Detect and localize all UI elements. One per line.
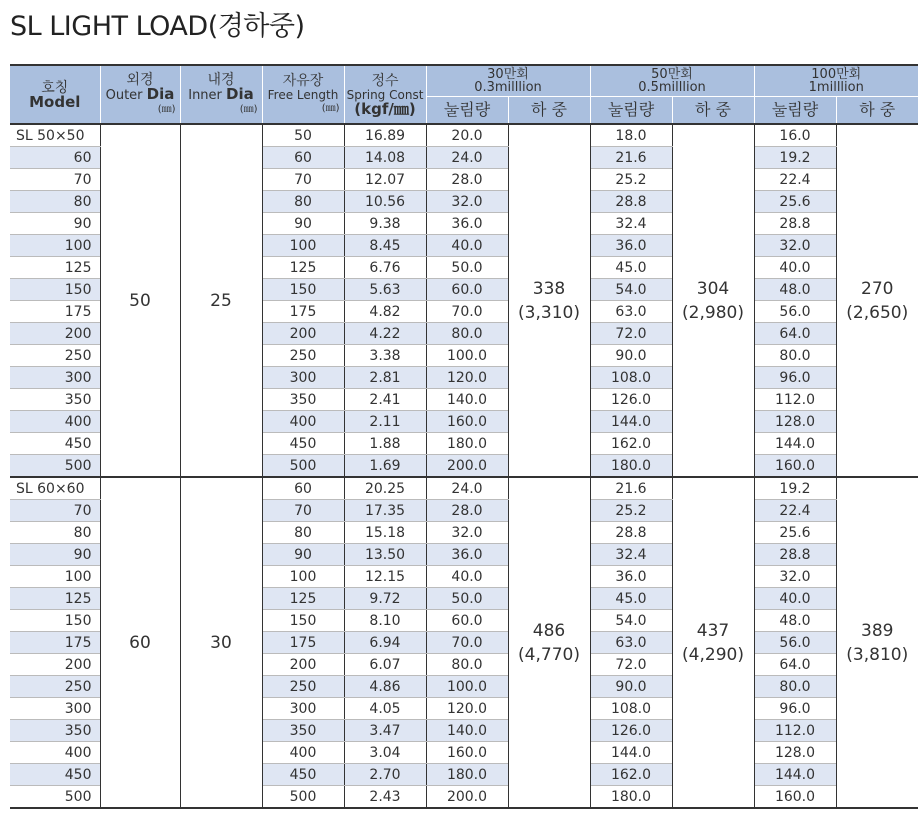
deflection-1-cell: 22.4 [754,169,836,191]
deflection-05-cell: 180.0 [590,455,672,478]
deflection-03-cell: 120.0 [426,367,508,389]
model-cell: 400 [10,742,100,764]
model-cell: 500 [10,455,100,478]
deflection-1-cell: 28.8 [754,544,836,566]
deflection-1-cell: 25.6 [754,522,836,544]
deflection-05-cell: 90.0 [590,676,672,698]
deflection-03-cell: 100.0 [426,345,508,367]
model-cell: 500 [10,786,100,809]
load-03-cell [508,124,590,477]
spring-const-cell: 8.10 [344,610,426,632]
spring-const-cell: 4.05 [344,698,426,720]
load-1-cell [836,124,918,477]
load-05-cell [672,477,754,808]
spring-const-cell: 12.07 [344,169,426,191]
outer-dia-cell: 60 [100,477,180,808]
model-cell: 300 [10,698,100,720]
deflection-03-cell: 32.0 [426,191,508,213]
header-load-03: 하 중 [508,97,590,125]
free-length-cell: 90 [262,213,344,235]
spring-const-cell: 1.69 [344,455,426,478]
deflection-03-cell: 160.0 [426,411,508,433]
header-outer-dia: 외경 Outer Dia (㎜) [100,65,180,124]
header-model: 호칭 Model [10,65,100,124]
spring-const-cell: 4.82 [344,301,426,323]
deflection-05-cell: 21.6 [590,147,672,169]
model-cell: 200 [10,323,100,345]
free-length-cell: 90 [262,544,344,566]
model-cell: 250 [10,676,100,698]
deflection-05-cell: 72.0 [590,323,672,345]
free-length-cell: 50 [262,124,344,147]
load-1-cell [836,477,918,808]
free-length-cell: 125 [262,588,344,610]
deflection-05-cell: 36.0 [590,235,672,257]
deflection-1-cell: 22.4 [754,500,836,522]
model-cell: 70 [10,500,100,522]
load-value: 338 [532,278,566,299]
spring-const-cell: 15.18 [344,522,426,544]
deflection-1-cell: 112.0 [754,389,836,411]
deflection-05-cell: 108.0 [590,367,672,389]
free-length-cell: 200 [262,323,344,345]
spring-const-cell: 6.07 [344,654,426,676]
deflection-1-cell: 64.0 [754,654,836,676]
deflection-1-cell: 128.0 [754,742,836,764]
inner-dia-cell: 30 [180,477,262,808]
deflection-05-cell: 126.0 [590,720,672,742]
free-length-cell: 60 [262,477,344,500]
header-inner-dia: 내경 Inner Dia (㎜) [180,65,262,124]
free-length-cell: 250 [262,345,344,367]
deflection-03-cell: 200.0 [426,786,508,809]
model-cell: 90 [10,213,100,235]
model-cell: 175 [10,301,100,323]
header-spring-const: 정수 Spring Const (kgf/㎜) [344,65,426,124]
model-cell: 400 [10,411,100,433]
inner-dia-cell: 25 [180,124,262,477]
deflection-03-cell: 180.0 [426,764,508,786]
free-length-cell: 100 [262,235,344,257]
load-value-n: (4,770) [518,644,580,665]
deflection-03-cell: 80.0 [426,654,508,676]
deflection-05-cell: 54.0 [590,610,672,632]
spring-const-cell: 17.35 [344,500,426,522]
deflection-03-cell: 80.0 [426,323,508,345]
free-length-cell: 80 [262,522,344,544]
deflection-1-cell: 80.0 [754,345,836,367]
spring-const-cell: 3.47 [344,720,426,742]
spring-const-cell: 2.43 [344,786,426,809]
load-value: 389 [861,620,894,641]
deflection-03-cell: 140.0 [426,389,508,411]
deflection-1-cell: 96.0 [754,698,836,720]
spring-const-cell: 6.94 [344,632,426,654]
model-cell: 175 [10,632,100,654]
deflection-03-cell: 200.0 [426,455,508,478]
spring-const-cell: 2.81 [344,367,426,389]
free-length-cell: 250 [262,676,344,698]
model-cell: 250 [10,345,100,367]
model-cell: 100 [10,566,100,588]
deflection-1-cell: 19.2 [754,477,836,500]
spring-const-cell: 9.72 [344,588,426,610]
load-value-n: (2,980) [682,302,744,323]
spring-const-cell: 10.56 [344,191,426,213]
free-length-cell: 500 [262,786,344,809]
deflection-1-cell: 144.0 [754,433,836,455]
header-load-05: 하 중 [672,97,754,125]
spring-const-cell: 4.86 [344,676,426,698]
spring-const-cell: 1.88 [344,433,426,455]
load-03-cell [508,477,590,808]
deflection-1-cell: 32.0 [754,566,836,588]
model-cell: SL 50×50 [10,124,100,147]
spring-const-cell: 20.25 [344,477,426,500]
deflection-05-cell: 72.0 [590,654,672,676]
deflection-05-cell: 45.0 [590,257,672,279]
deflection-1-cell: 40.0 [754,588,836,610]
model-cell: 125 [10,588,100,610]
deflection-1-cell: 40.0 [754,257,836,279]
free-length-cell: 300 [262,698,344,720]
table-row [10,124,918,147]
model-cell: 90 [10,544,100,566]
deflection-1-cell: 48.0 [754,279,836,301]
deflection-1-cell: 80.0 [754,676,836,698]
deflection-1-cell: 48.0 [754,610,836,632]
deflection-05-cell: 45.0 [590,588,672,610]
model-cell: 200 [10,654,100,676]
load-value-n: (4,290) [682,644,744,665]
table-row [10,477,918,500]
free-length-cell: 350 [262,720,344,742]
free-length-cell: 500 [262,455,344,478]
deflection-05-cell: 144.0 [590,742,672,764]
load-value: 486 [532,620,566,641]
deflection-03-cell: 36.0 [426,213,508,235]
load-value: 270 [861,278,894,299]
deflection-03-cell: 24.0 [426,477,508,500]
deflection-05-cell: 63.0 [590,301,672,323]
deflection-1-cell: 160.0 [754,786,836,809]
deflection-05-cell: 36.0 [590,566,672,588]
deflection-1-cell: 160.0 [754,455,836,478]
spring-const-cell: 2.11 [344,411,426,433]
deflection-03-cell: 50.0 [426,257,508,279]
outer-dia-cell: 50 [100,124,180,477]
deflection-1-cell: 19.2 [754,147,836,169]
free-length-cell: 150 [262,279,344,301]
deflection-1-cell: 16.0 [754,124,836,147]
deflection-05-cell: 108.0 [590,698,672,720]
deflection-1-cell: 64.0 [754,323,836,345]
load-05-cell [672,124,754,477]
deflection-03-cell: 100.0 [426,676,508,698]
free-length-cell: 150 [262,610,344,632]
model-cell: 125 [10,257,100,279]
header-group-03: 30만회 0.3milllion [426,65,590,97]
deflection-03-cell: 120.0 [426,698,508,720]
free-length-cell: 200 [262,654,344,676]
free-length-cell: 450 [262,764,344,786]
free-length-cell: 400 [262,742,344,764]
deflection-03-cell: 70.0 [426,632,508,654]
free-length-cell: 70 [262,500,344,522]
free-length-cell: 60 [262,147,344,169]
free-length-cell: 70 [262,169,344,191]
spring-const-cell: 5.63 [344,279,426,301]
model-cell: 70 [10,169,100,191]
spring-const-cell: 9.38 [344,213,426,235]
header-deflection-1: 눌림량 [754,97,836,125]
deflection-05-cell: 144.0 [590,411,672,433]
deflection-05-cell: 54.0 [590,279,672,301]
model-cell: 60 [10,147,100,169]
deflection-1-cell: 25.6 [754,191,836,213]
deflection-1-cell: 128.0 [754,411,836,433]
deflection-03-cell: 32.0 [426,522,508,544]
header-deflection-03: 눌림량 [426,97,508,125]
header-group-1: 100만회 1milllion [754,65,918,97]
deflection-03-cell: 28.0 [426,169,508,191]
deflection-05-cell: 25.2 [590,169,672,191]
load-value-n: (3,810) [846,644,909,665]
deflection-03-cell: 40.0 [426,235,508,257]
deflection-1-cell: 144.0 [754,764,836,786]
deflection-03-cell: 28.0 [426,500,508,522]
spring-const-cell: 14.08 [344,147,426,169]
free-length-cell: 175 [262,301,344,323]
deflection-1-cell: 28.8 [754,213,836,235]
deflection-03-cell: 40.0 [426,566,508,588]
header-free-length: 자유장 Free Length (㎜) [262,65,344,124]
deflection-05-cell: 162.0 [590,764,672,786]
free-length-cell: 80 [262,191,344,213]
model-cell: 80 [10,522,100,544]
page-title: SL LIGHT LOAD(경하중) [10,11,305,42]
free-length-cell: 450 [262,433,344,455]
model-cell: 80 [10,191,100,213]
spring-const-cell: 3.04 [344,742,426,764]
header-deflection-05: 눌림량 [590,97,672,125]
model-cell: SL 60×60 [10,477,100,500]
load-value-n: (2,650) [846,302,909,323]
deflection-05-cell: 28.8 [590,191,672,213]
deflection-05-cell: 28.8 [590,522,672,544]
deflection-03-cell: 50.0 [426,588,508,610]
deflection-05-cell: 32.4 [590,213,672,235]
deflection-1-cell: 56.0 [754,301,836,323]
deflection-05-cell: 90.0 [590,345,672,367]
deflection-05-cell: 25.2 [590,500,672,522]
model-cell: 350 [10,720,100,742]
deflection-05-cell: 63.0 [590,632,672,654]
model-cell: 300 [10,367,100,389]
deflection-05-cell: 180.0 [590,786,672,809]
deflection-03-cell: 180.0 [426,433,508,455]
deflection-05-cell: 21.6 [590,477,672,500]
model-cell: 150 [10,610,100,632]
spring-const-cell: 4.22 [344,323,426,345]
deflection-03-cell: 20.0 [426,124,508,147]
spring-const-cell: 16.89 [344,124,426,147]
free-length-cell: 300 [262,367,344,389]
header-group-05: 50만회 0.5milllion [590,65,754,97]
free-length-cell: 350 [262,389,344,411]
deflection-1-cell: 96.0 [754,367,836,389]
table-body [10,124,918,808]
spring-const-cell: 2.70 [344,764,426,786]
deflection-1-cell: 112.0 [754,720,836,742]
spring-const-cell: 2.41 [344,389,426,411]
load-value: 304 [696,278,730,299]
deflection-03-cell: 24.0 [426,147,508,169]
model-cell: 100 [10,235,100,257]
spring-const-cell: 8.45 [344,235,426,257]
free-length-cell: 400 [262,411,344,433]
spring-const-cell: 6.76 [344,257,426,279]
spring-const-cell: 12.15 [344,566,426,588]
model-cell: 350 [10,389,100,411]
load-value-n: (3,310) [518,302,580,323]
header-load-1: 하 중 [836,97,918,125]
deflection-03-cell: 60.0 [426,279,508,301]
model-cell: 450 [10,433,100,455]
deflection-03-cell: 36.0 [426,544,508,566]
deflection-03-cell: 140.0 [426,720,508,742]
deflection-1-cell: 32.0 [754,235,836,257]
spring-const-cell: 3.38 [344,345,426,367]
deflection-03-cell: 60.0 [426,610,508,632]
free-length-cell: 125 [262,257,344,279]
spring-const-cell: 13.50 [344,544,426,566]
free-length-cell: 100 [262,566,344,588]
deflection-05-cell: 18.0 [590,124,672,147]
free-length-cell: 175 [262,632,344,654]
model-cell: 150 [10,279,100,301]
spring-spec-table [10,64,918,809]
deflection-1-cell: 56.0 [754,632,836,654]
deflection-03-cell: 160.0 [426,742,508,764]
deflection-05-cell: 162.0 [590,433,672,455]
model-cell: 450 [10,764,100,786]
load-value: 437 [696,620,730,641]
deflection-05-cell: 32.4 [590,544,672,566]
deflection-05-cell: 126.0 [590,389,672,411]
deflection-03-cell: 70.0 [426,301,508,323]
header-row-top [10,65,918,97]
